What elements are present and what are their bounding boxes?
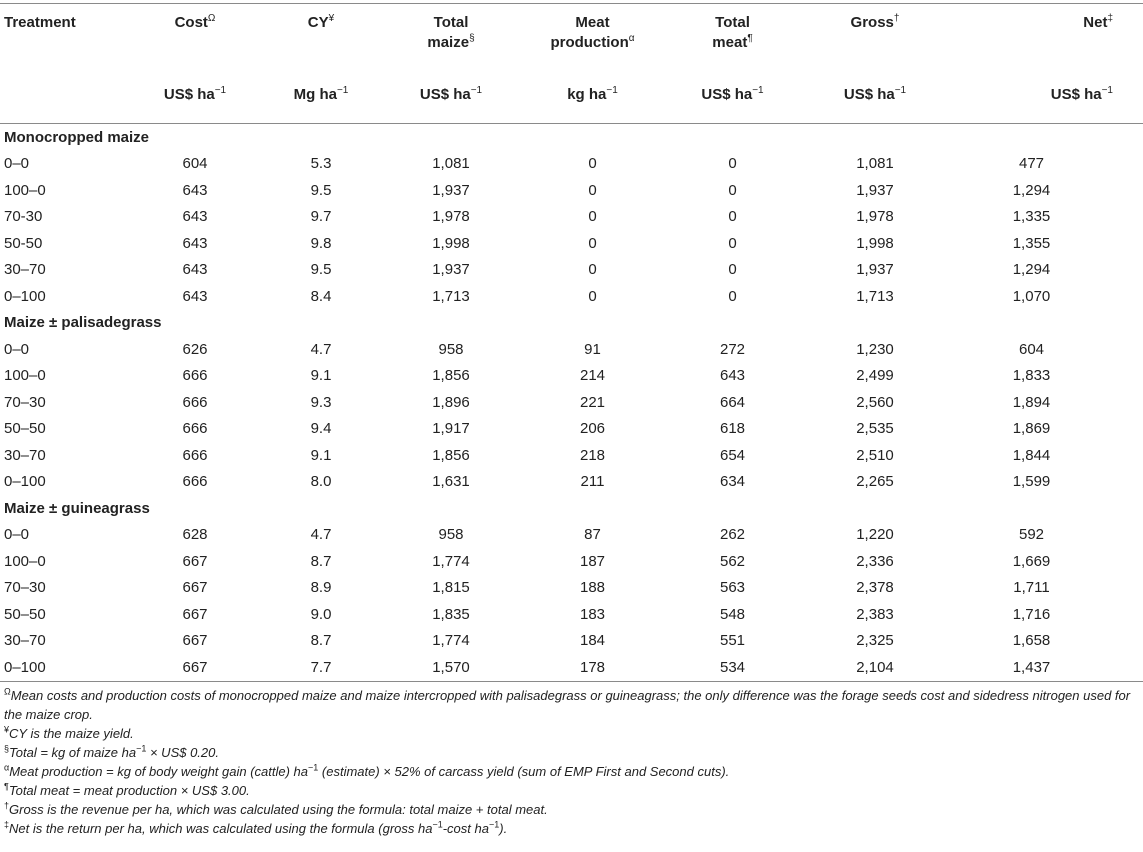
cell-meat-production: 221 bbox=[579, 393, 606, 411]
cell-total-maize: 1,856 bbox=[432, 367, 470, 385]
cell-total-maize: 958 bbox=[438, 340, 464, 358]
footnote-total-maize: §Total = kg of maize $ha^{-1}$ × US$ 0.20. bbox=[4, 743, 219, 760]
cell-treatment: 50–50 bbox=[4, 420, 46, 438]
cell-treatment: 70-30 bbox=[4, 208, 43, 226]
cell-total-maize: 1,774 bbox=[432, 632, 470, 650]
unit-total-maize: US$ $ha^{-1}$ bbox=[382, 65, 520, 124]
cell-treatment: 0–100 bbox=[4, 473, 46, 491]
cell-total-meat: 0 bbox=[728, 234, 737, 252]
cell-total-maize: 958 bbox=[438, 526, 464, 544]
cell-meat-production: 211 bbox=[580, 473, 605, 491]
cell-meat-production: 0 bbox=[588, 208, 597, 226]
cell-total-meat: 643 bbox=[719, 367, 746, 385]
cell-total-meat: 563 bbox=[719, 579, 746, 597]
cell-cost: 628 bbox=[182, 526, 208, 544]
cell-gross: 2,383 bbox=[856, 605, 894, 623]
cell-total-maize: 1,631 bbox=[432, 473, 470, 491]
cell-cy: 8.9 bbox=[310, 579, 332, 597]
cell-total-meat: 272 bbox=[719, 340, 746, 358]
cell-cy: 9.3 bbox=[310, 393, 332, 411]
cell-cy: 7.7 bbox=[260, 654, 382, 681]
cell-gross: 2,325 bbox=[856, 632, 894, 650]
table-body bbox=[0, 124, 1143, 682]
cell-treatment: 30–70 bbox=[4, 632, 46, 650]
cell-gross: 1,081 bbox=[856, 155, 894, 173]
cell-cy: 9.1 bbox=[310, 446, 332, 464]
cell-total-meat: 0 bbox=[728, 287, 737, 305]
cell-total-meat: 562 bbox=[719, 552, 746, 570]
table-row bbox=[0, 601, 1143, 628]
cell-meat-production: 218 bbox=[579, 446, 606, 464]
table-row bbox=[0, 151, 1143, 178]
cell-treatment: 100–0 bbox=[4, 181, 46, 199]
unit-treatment bbox=[0, 65, 130, 124]
cell-gross: 1,230 bbox=[856, 340, 894, 358]
cell-treatment: 0–100 bbox=[4, 287, 46, 305]
cell-gross: 2,104 bbox=[800, 654, 950, 681]
cell-total-maize: 1,856 bbox=[432, 446, 470, 464]
footnote-meat-production: $^\alpha$Meat production = kg of body weight gain (cattle) $ha^{-1}$ (estimate) × 52% of carcass yield (sum of EMP First and Second cuts). bbox=[4, 762, 730, 779]
cell-net: 1,335 bbox=[1012, 208, 1051, 226]
footnote-cost: $^\Omega$Mean costs and production costs of monocropped maize and maize intercropped with palisadegrass or guineagrass; the only difference was the forage seeds cost and sidedress nitrogen used for the maize crop. bbox=[4, 686, 1131, 722]
cell-cost: 626 bbox=[182, 340, 208, 358]
cell-gross: 2,265 bbox=[856, 473, 894, 491]
cell-gross: 1,998 bbox=[856, 234, 894, 252]
cell-total-meat: 618 bbox=[719, 420, 746, 438]
cell-treatment: 0–0 bbox=[4, 340, 30, 358]
cell-total-maize: 1,570 bbox=[382, 654, 520, 681]
cell-net: 1,437 bbox=[950, 654, 1143, 681]
cell-total-maize: 1,978 bbox=[432, 208, 470, 226]
cell-gross: 2,510 bbox=[856, 446, 894, 464]
cell-total-meat: 551 bbox=[719, 632, 746, 650]
group-header-row bbox=[0, 495, 1143, 522]
cell-gross: 1,978 bbox=[856, 208, 894, 226]
cell-meat-production: 0 bbox=[588, 234, 597, 252]
table-row bbox=[0, 654, 1143, 681]
cell-treatment: 50–50 bbox=[4, 605, 46, 623]
unit-cy: Mg $ha^{-1}$ bbox=[260, 65, 382, 124]
cell-cy: 8.4 bbox=[310, 287, 332, 305]
cell-cy: 8.7 bbox=[310, 632, 332, 650]
table-row bbox=[0, 575, 1143, 602]
table-row bbox=[0, 283, 1143, 310]
cell-meat-production: 0 bbox=[588, 155, 597, 173]
table-row bbox=[0, 628, 1143, 655]
cell-cy: 9.7 bbox=[310, 208, 332, 226]
cell-cost: 666 bbox=[182, 367, 208, 385]
cell-cy: 9.4 bbox=[310, 420, 332, 438]
cell-gross: 1,937 bbox=[856, 181, 894, 199]
cell-meat-production: 87 bbox=[584, 526, 601, 544]
cell-gross: 2,378 bbox=[856, 579, 894, 597]
cell-total-meat: 0 bbox=[728, 155, 737, 173]
table-row bbox=[0, 204, 1143, 231]
cell-net: 1,869 bbox=[1012, 420, 1051, 438]
col-header-meat-production: Meat production$^\alpha$ bbox=[520, 4, 665, 66]
cell-cy: 4.7 bbox=[310, 526, 332, 544]
cell-net: 1,658 bbox=[1012, 632, 1051, 650]
cell-meat-production: 187 bbox=[579, 552, 606, 570]
cell-total-meat: 634 bbox=[719, 473, 746, 491]
cell-meat-production: 91 bbox=[584, 340, 601, 358]
cell-cy: 9.8 bbox=[310, 234, 332, 252]
unit-meat-production: kg $ha^{-1}$ bbox=[520, 65, 665, 124]
cell-total-maize: 1,835 bbox=[432, 605, 470, 623]
header-row bbox=[0, 4, 1143, 66]
cell-meat-production: 0 bbox=[588, 261, 597, 279]
table-row bbox=[0, 363, 1143, 390]
cell-total-maize: 1,896 bbox=[432, 393, 470, 411]
cell-total-maize: 1,713 bbox=[432, 287, 470, 305]
cell-net: 1,294 bbox=[1012, 261, 1051, 279]
cell-cy: 9.0 bbox=[310, 605, 332, 623]
footnotes bbox=[4, 686, 1136, 838]
cell-gross: 2,560 bbox=[856, 393, 894, 411]
cell-treatment: 50-50 bbox=[4, 234, 43, 252]
table-row bbox=[0, 442, 1143, 469]
col-header-treatment: Treatment bbox=[0, 4, 130, 66]
col-header-cy: CY¥ bbox=[260, 4, 382, 66]
cell-total-maize: 1,998 bbox=[432, 234, 470, 252]
cell-net: 1,844 bbox=[1012, 446, 1051, 464]
cell-total-meat: 548 bbox=[719, 605, 746, 623]
table-row bbox=[0, 230, 1143, 257]
cell-net: 1,833 bbox=[1012, 367, 1051, 385]
cell-treatment: 70–30 bbox=[4, 393, 46, 411]
table-row bbox=[0, 522, 1143, 549]
col-header-total-meat: Total meat¶ bbox=[665, 4, 800, 66]
cell-treatment: 70–30 bbox=[4, 579, 46, 597]
cell-cy: 8.0 bbox=[310, 473, 332, 491]
table-row bbox=[0, 177, 1143, 204]
cell-cy: 8.7 bbox=[310, 552, 332, 570]
cell-total-meat: 534 bbox=[665, 654, 800, 681]
table-row bbox=[0, 416, 1143, 443]
cell-cost: 667 bbox=[182, 605, 208, 623]
table-row bbox=[0, 257, 1143, 284]
cell-net: 1,070 bbox=[1012, 287, 1051, 305]
footnote-cy: ¥CY is the maize yield. bbox=[4, 724, 134, 741]
col-header-cost: Cost$^\Omega$ bbox=[130, 4, 260, 66]
cell-cost: 666 bbox=[182, 446, 208, 464]
cell-gross: 1,220 bbox=[856, 526, 894, 544]
unit-gross: US$ $ha^{-1}$ bbox=[800, 65, 950, 124]
unit-total-meat: US$ $ha^{-1}$ bbox=[665, 65, 800, 124]
cell-net: 1,599 bbox=[1012, 473, 1051, 491]
units-row bbox=[0, 65, 1143, 124]
cell-meat-production: 188 bbox=[579, 579, 606, 597]
unit-cost: US$ $ha^{-1}$ bbox=[130, 65, 260, 124]
cell-net: 1,716 bbox=[1012, 605, 1051, 623]
group-title: Maize ± palisadegrass bbox=[4, 314, 162, 332]
cell-cost: 667 bbox=[182, 632, 208, 650]
cell-cost: 667 bbox=[182, 552, 208, 570]
cell-total-maize: 1,937 bbox=[432, 181, 470, 199]
cell-cy: 9.1 bbox=[310, 367, 332, 385]
economic-analysis-table bbox=[0, 3, 1143, 682]
cell-cost: 604 bbox=[182, 155, 208, 173]
cell-net: 477 bbox=[1018, 155, 1045, 173]
cell-gross: 2,336 bbox=[856, 552, 894, 570]
cell-meat-production: 206 bbox=[579, 420, 606, 438]
cell-treatment: 0–100 bbox=[0, 654, 130, 681]
cell-total-maize: 1,081 bbox=[432, 155, 470, 173]
cell-gross: 2,499 bbox=[856, 367, 894, 385]
table-row bbox=[0, 336, 1143, 363]
cell-total-maize: 1,917 bbox=[432, 420, 470, 438]
cell-gross: 1,937 bbox=[856, 261, 894, 279]
unit-net: US$ $ha^{-1}$ bbox=[950, 65, 1143, 124]
cell-total-maize: 1,774 bbox=[432, 552, 470, 570]
cell-net: 592 bbox=[1018, 526, 1045, 544]
cell-total-meat: 0 bbox=[728, 208, 737, 226]
col-header-net: Net‡ bbox=[950, 4, 1143, 66]
cell-total-meat: 262 bbox=[719, 526, 746, 544]
cell-cost: 643 bbox=[182, 234, 208, 252]
cell-total-meat: 0 bbox=[728, 261, 737, 279]
cell-net: 1,294 bbox=[1012, 181, 1051, 199]
cell-cost: 667 bbox=[182, 579, 208, 597]
cell-meat-production: 0 bbox=[588, 181, 597, 199]
cell-cost: 643 bbox=[182, 181, 208, 199]
table-row bbox=[0, 389, 1143, 416]
cell-meat-production: 0 bbox=[588, 287, 597, 305]
col-header-gross: Gross† bbox=[800, 4, 950, 66]
cell-total-maize: 1,937 bbox=[432, 261, 470, 279]
cell-cy: 5.3 bbox=[310, 155, 332, 173]
cell-cy: 4.7 bbox=[310, 340, 332, 358]
cell-gross: 1,713 bbox=[856, 287, 894, 305]
cell-cost: 666 bbox=[182, 420, 208, 438]
footnote-gross: †Gross is the revenue per ha, which was calculated using the formula: total maize + total meat. bbox=[4, 800, 548, 817]
cell-treatment: 30–70 bbox=[4, 261, 46, 279]
cell-net: 604 bbox=[1018, 340, 1045, 358]
cell-net: 1,669 bbox=[1012, 552, 1051, 570]
cell-cost: 667 bbox=[130, 654, 260, 681]
footnote-net: ‡Net is the return per ha, which was calculated using the formula (gross $ha^{-1}$-cost $ha^{-1}$). bbox=[4, 819, 508, 836]
cell-total-meat: 0 bbox=[728, 181, 737, 199]
cell-total-meat: 664 bbox=[719, 393, 746, 411]
group-title: Monocropped maize bbox=[4, 128, 150, 146]
cell-total-meat: 654 bbox=[719, 446, 746, 464]
cell-meat-production: 178 bbox=[520, 654, 665, 681]
group-header-row bbox=[0, 124, 1143, 151]
cell-gross: 2,535 bbox=[856, 420, 894, 438]
cell-treatment: 30–70 bbox=[4, 446, 46, 464]
group-title: Maize ± guineagrass bbox=[4, 499, 150, 517]
cell-cost: 643 bbox=[182, 208, 208, 226]
cell-cy: 9.5 bbox=[310, 181, 332, 199]
group-header-row bbox=[0, 310, 1143, 337]
cell-meat-production: 183 bbox=[579, 605, 606, 623]
cell-treatment: 0–0 bbox=[4, 526, 30, 544]
col-header-total-maize: Total maize§ bbox=[382, 4, 520, 66]
cell-treatment: 100–0 bbox=[4, 552, 46, 570]
cell-meat-production: 214 bbox=[579, 367, 606, 385]
cell-meat-production: 184 bbox=[579, 632, 606, 650]
cell-cost: 666 bbox=[182, 393, 208, 411]
cell-net: 1,711 bbox=[1013, 579, 1050, 597]
cell-cost: 643 bbox=[182, 287, 208, 305]
table-row bbox=[0, 548, 1143, 575]
cell-total-maize: 1,815 bbox=[432, 579, 470, 597]
cell-treatment: 100–0 bbox=[4, 367, 46, 385]
cell-cy: 9.5 bbox=[310, 261, 332, 279]
table-row bbox=[0, 469, 1143, 496]
cell-net: 1,894 bbox=[1012, 393, 1051, 411]
cell-net: 1,355 bbox=[1012, 234, 1051, 252]
footnote-total-meat: ¶Total meat = meat production × US$ 3.00. bbox=[4, 781, 250, 798]
cell-cost: 666 bbox=[182, 473, 208, 491]
cell-cost: 643 bbox=[182, 261, 208, 279]
cell-treatment: 0–0 bbox=[4, 155, 30, 173]
